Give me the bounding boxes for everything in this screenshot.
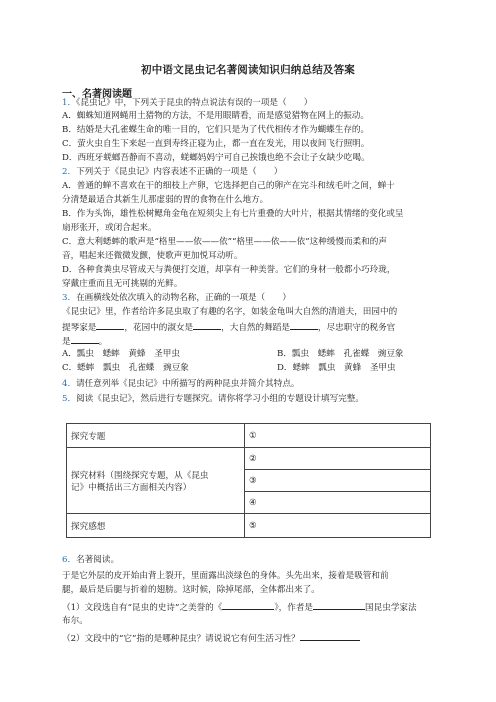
answer-cell[interactable]: ⑤ (245, 514, 431, 538)
passage-text: ，花园中的淑女是 (124, 323, 194, 333)
option-b-cont: 扇形张开，或闭合起来。 (62, 223, 157, 233)
option-d: D．蟋蟀 瓢虫 黄蜂 圣甲虫 (277, 363, 396, 373)
table-cell (67, 448, 245, 514)
fill-blank[interactable] (290, 320, 318, 330)
question-6 (62, 554, 119, 566)
question-number: 5． (62, 394, 77, 404)
question-number: 2． (62, 167, 77, 177)
option-b: B．作为头饰，雄性松树鳃角金龟在短须尖上有七片重叠的大叶片，根据其情绪的变化或呈 (62, 209, 404, 219)
table-cell: 探究感想 (67, 514, 245, 538)
fill-blank[interactable] (222, 600, 274, 610)
option-b: B．结婚是大孔雀蝶生命的唯一目的，它们只是为了代代相传才作为蝴蝶生存的。 (62, 125, 370, 135)
question-stem: 阅读《昆虫记》，然后进行专题探究。请你将学习小组的专题设计填写完整。 (76, 394, 364, 404)
answer-cell[interactable]: ② (245, 448, 431, 470)
option-a: A．普通的蝉不喜欢在干的细枝上产卵，它选择把自己的卵产在完斗和绒毛叶之间，蝉十 (62, 181, 395, 191)
table-cell-text: 探究材料（围绕探究专题，从《昆虫 (71, 470, 209, 481)
passage-text: 。 (98, 337, 108, 347)
fill-blank[interactable] (193, 320, 221, 330)
passage-line (62, 320, 395, 334)
option-d: D．西班牙蜣螂吾静而不喜动，蜣螂妈妈宁可自己挨饿也绝不会让子女缺少吃喝。 (62, 153, 370, 163)
option-c: C．蟋蟀 瓢虫 孔雀蝶 豌豆象 (62, 363, 189, 373)
question-1 (62, 97, 312, 109)
fill-blank[interactable] (96, 320, 124, 330)
question-stem: 请任意列举《昆虫记》中所描写的两种昆虫并简介其特点。 (76, 379, 300, 389)
answer-cell[interactable]: ④ (245, 492, 431, 514)
sub-question-text: （2）文段中的“它”指的是哪种昆虫？请说说它有何生活习性？ (62, 634, 300, 644)
section-heading: 一、名著阅读题 (62, 89, 132, 100)
question-3 (62, 292, 291, 304)
fill-blank[interactable] (313, 600, 365, 610)
passage-text: 是 (62, 337, 71, 347)
passage-line: 《昆虫记》里，作者给许多昆虫取了有趣的名字，如装金龟叫大自然的清道夫，田园中的 (62, 307, 398, 317)
passage-text: ，大自然的舞蹈是 (221, 323, 290, 333)
option-c: C．意大利蟋蟀的歌声是“格里——依——依”“格里——依——依”这种缓慢而柔和的声 (62, 237, 387, 247)
option-a: A．瓢虫 蟋蟀 黄蜂 圣甲虫 (62, 349, 180, 359)
option-a-cont: 分清楚最适合其新生儿那虚弱的胃的食物在什么地方。 (62, 195, 269, 205)
sub-question-text: （1）文段选自有“昆虫的史诗”之美誉的《 (62, 603, 223, 613)
question-number: 4． (62, 379, 77, 389)
sub-question-text: 国昆虫学家法 (365, 603, 417, 613)
question-stem: 《昆虫记》中，下列关于昆虫的特点说法有误的一项是（ ） (76, 98, 313, 108)
option-b: B．瓢虫 蟋蟀 孔雀蝶 豌豆象 (277, 349, 404, 359)
research-table (66, 423, 431, 538)
sub-question-2 (62, 631, 360, 645)
sub-question-1-cont: 布尔。 (62, 616, 88, 626)
passage-line: 腿，最后是后腿与折着的翅膀。这时候，除掉尾部，全体都出来了。 (62, 585, 320, 595)
question-number: 3． (62, 293, 77, 303)
fill-blank[interactable] (71, 334, 99, 344)
option-c: C．萤火虫自生下来起一直到寿终正寝为止，都一直在发光，用以夜间飞行照明。 (62, 139, 370, 149)
question-number: 1． (62, 98, 77, 108)
answer-cell[interactable]: ① (245, 424, 431, 448)
option-a: A．蜘蛛知道网蝇用土猎物的方法，不是用眼睛看，而是感觉猎物在网上的振动。 (62, 111, 369, 121)
table-cell-text: 记》中概括出三方面相关内容） (71, 482, 192, 493)
question-stem: 下列关于《昆虫记》内容表述不正确的一项是（ ） (76, 167, 283, 177)
question-number: 6． (62, 555, 77, 565)
fill-blank[interactable] (300, 631, 360, 641)
question-stem: 名著阅读。 (76, 555, 120, 565)
question-2 (62, 166, 282, 178)
table-cell: 探究专题 (67, 424, 245, 448)
sub-question-text: 》，作者是 (274, 603, 314, 613)
option-d-cont: 穿戴庄重而且无可挑剔的光鲜。 (62, 279, 183, 289)
option-c-cont: 音，唱起来还微微发颤，使歌声更加悦耳动听。 (62, 251, 243, 261)
question-4 (62, 378, 300, 390)
option-d: D．各种食粪虫尽管成天与粪便打交道，却享有一种美誉。它们的身材一般都小巧玲珑， (62, 265, 396, 275)
answer-cell[interactable]: ③ (245, 470, 431, 492)
passage-text: ，尽忠职守的税务官 (317, 323, 396, 333)
question-5 (62, 393, 364, 405)
question-stem: 在画横线处依次填入的动物名称，正确的一项是（ ） (76, 293, 291, 303)
passage-text: 提琴家是 (62, 323, 97, 333)
page-title: 初中语文昆虫记名著阅读知识归纳总结及答案 (141, 64, 355, 76)
passage-line: 于是它外层的皮开始由背上裂开，里面露出淡绿色的身体。头先出来，接着是吸管和前 (62, 571, 389, 581)
passage-line (62, 334, 107, 348)
sub-question-1 (62, 600, 417, 614)
